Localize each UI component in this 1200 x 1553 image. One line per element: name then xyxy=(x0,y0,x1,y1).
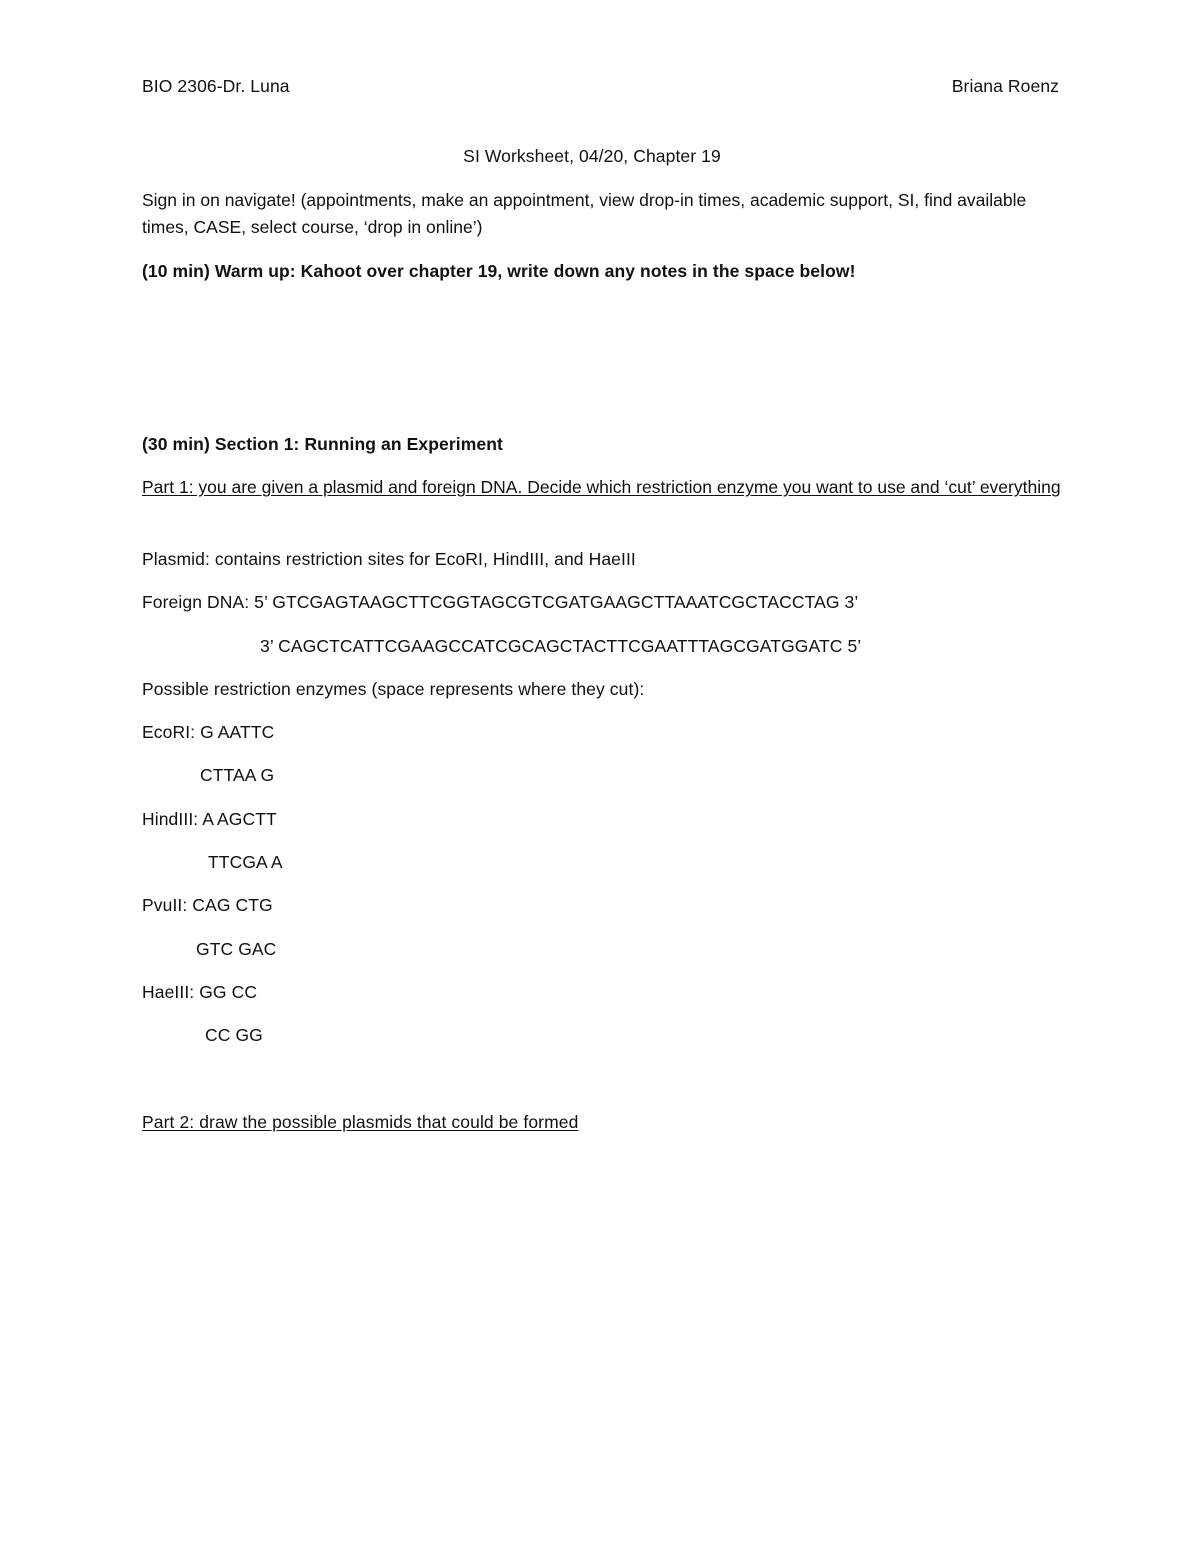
enzyme-hindiii-top: HindIII: A AGCTT xyxy=(142,809,277,829)
plasmid-description: Plasmid: contains restriction sites for EcoRI, HindIII, and HaeIII xyxy=(142,549,636,569)
part-2-instructions: Part 2: draw the possible plasmids that could be formed xyxy=(142,1112,579,1132)
enzyme-ecori-top: EcoRI: G AATTC xyxy=(142,722,275,742)
enzyme-hindiii-bottom: TTCGA A xyxy=(208,852,283,872)
foreign-dna-top-strand: Foreign DNA: 5’ GTCGAGTAAGCTTCGGTAGCGTCGATGAAGCTTAAATCGCTACCTAG 3’ xyxy=(142,592,859,612)
enzyme-haeiii-top: HaeIII: GG CC xyxy=(142,982,258,1002)
section-1-heading: (30 min) Section 1: Running an Experiment xyxy=(142,434,503,454)
warmup-instructions: (10 min) Warm up: Kahoot over chapter 19, write down any notes in the space below! xyxy=(142,261,856,281)
foreign-dna-bottom-strand: 3’ CAGCTCATTCGAAGCCATCGCAGCTACTTCGAATTTAGCGATGGATC 5’ xyxy=(260,636,862,656)
enzymes-intro: Possible restriction enzymes (space represents where they cut): xyxy=(142,679,645,699)
header-course: BIO 2306-Dr. Luna xyxy=(142,76,290,96)
enzyme-ecori-bottom: CTTAA G xyxy=(200,765,275,785)
enzyme-pvuii-bottom: GTC GAC xyxy=(196,939,277,959)
part-1-instructions: Part 1: you are given a plasmid and foreign DNA. Decide which restriction enzyme you want to use and ‘cut’ everything xyxy=(142,477,1061,497)
header-student-name: Briana Roenz xyxy=(951,76,1059,96)
page-title: SI Worksheet, 04/20, Chapter 19 xyxy=(463,146,721,166)
sign-in-instructions: Sign in on navigate! (appointments, make an appointment, view drop-in times, academic support, SI, find available times, CASE, select course, ‘drop in online’) xyxy=(142,190,1027,237)
enzyme-pvuii-top: PvuII: CAG CTG xyxy=(142,895,273,915)
enzyme-haeiii-bottom: CC GG xyxy=(205,1025,263,1045)
